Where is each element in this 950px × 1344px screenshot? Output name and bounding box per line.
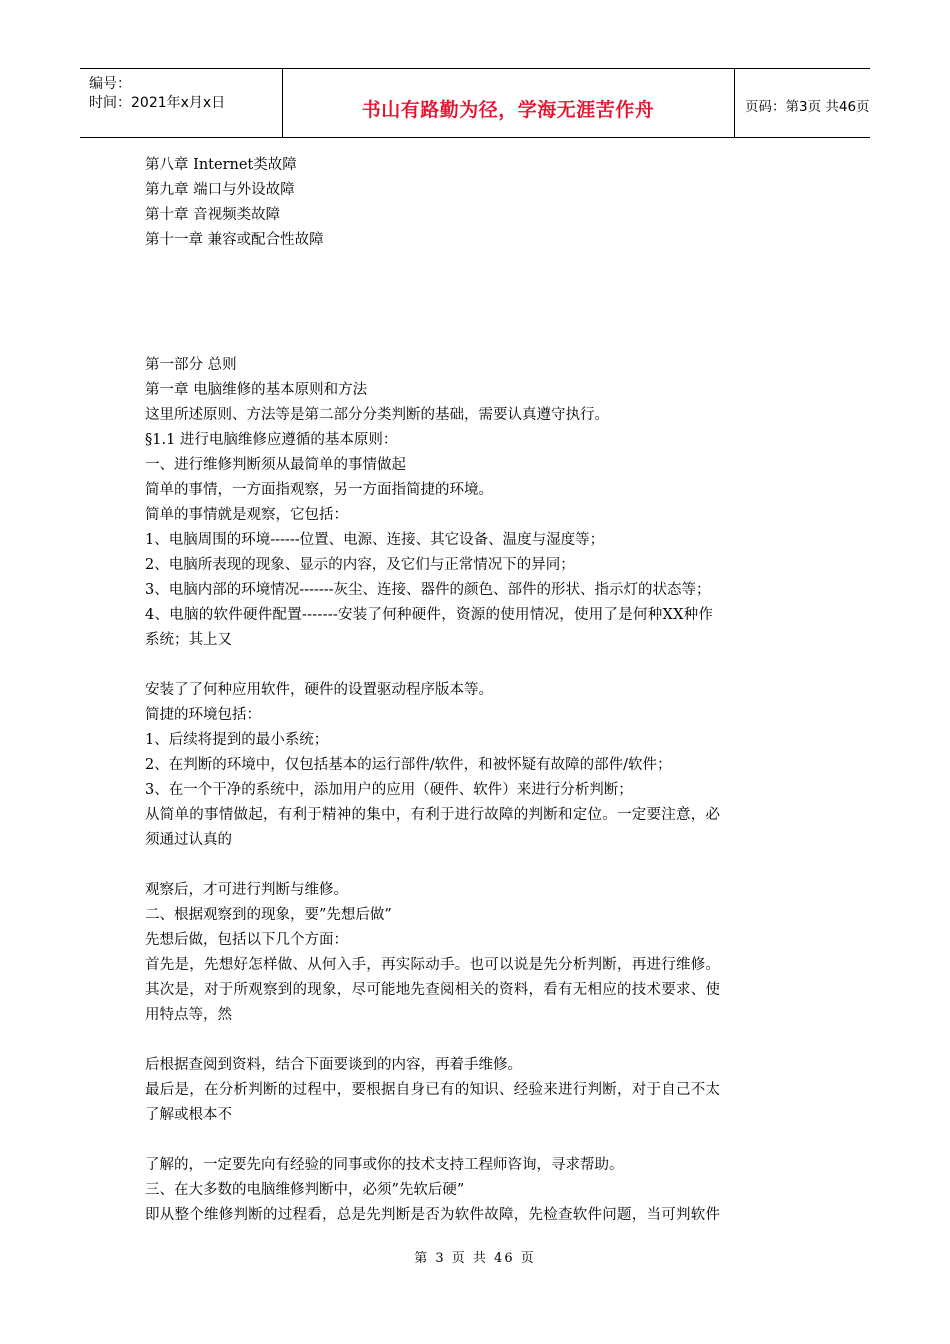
- body-line: 即从整个维修判断的过程看，总是先判断是否为软件故障，先检查软件问题，当可判软件: [145, 1207, 721, 1223]
- body-line: 观察后，才可进行判断与维修。: [145, 882, 348, 898]
- time-label: 时间：2021年x月x日: [89, 95, 226, 111]
- header-motto-cell: [282, 69, 735, 137]
- body-line: 二、根据观察到的现象，要”先想后做”: [145, 907, 392, 923]
- body-line: 了解或根本不: [145, 1107, 232, 1123]
- body-line: 简单的事情，一方面指观察，另一方面指简捷的环境。: [145, 482, 493, 498]
- body-line: 首先是，先想好怎样做、从何入手，再实际动手。也可以说是先分析判断，再进行维修。: [145, 957, 721, 973]
- motto-text: 书山有路勤为径，学海无涯苦作舟: [361, 99, 655, 121]
- body-line: 1、电脑周围的环境------位置、电源、连接、其它设备、温度与湿度等；: [145, 532, 605, 548]
- body-line: 4、电脑的软件硬件配置-------安装了何种硬件，资源的使用情况，使用了是何种XX种作: [145, 607, 714, 623]
- document-header: [80, 68, 870, 138]
- page-info: 页码：第3页 共46页: [745, 99, 870, 115]
- body-line: 其次是，对于所观察到的现象，尽可能地先查阅相关的资料，看有无相应的技术要求、使: [145, 982, 721, 998]
- body-line: 安装了了何种应用软件，硬件的设置驱动程序版本等。: [145, 682, 493, 698]
- body-line: 第八章 Internet类故障: [145, 157, 297, 173]
- body-line: 第九章 端口与外设故障: [145, 182, 295, 198]
- body-line: 2、电脑所表现的现象、显示的内容，及它们与正常情况下的异同；: [145, 557, 575, 573]
- body-line: 先想后做，包括以下几个方面：: [145, 932, 348, 948]
- body-line: 一、进行维修判断须从最简单的事情做起: [145, 457, 406, 473]
- body-line: 3、在一个干净的系统中，添加用户的应用（硬件、软件）来进行分析判断；: [145, 782, 633, 798]
- body-line: 后根据查阅到资料，结合下面要谈到的内容，再着手维修。: [145, 1057, 522, 1073]
- body-line: 从简单的事情做起，有利于精神的集中，有利于进行故障的判断和定位。一定要注意，必: [145, 807, 721, 823]
- body-line: 这里所述原则、方法等是第二部分分类判断的基础，需要认真遵守执行。: [145, 407, 609, 423]
- body-line: 须通过认真的: [145, 832, 232, 848]
- body-line: 用特点等，然: [145, 1007, 232, 1023]
- body-line: 2、在判断的环境中，仅包括基本的运行部件/软件，和被怀疑有故障的部件/软件；: [145, 757, 672, 773]
- body-line: 三、在大多数的电脑维修判断中，必须”先软后硬”: [145, 1182, 465, 1198]
- body-line: 第十章 音视频类故障: [145, 207, 281, 223]
- body-line: §1.1 进行电脑维修应遵循的基本原则：: [145, 432, 398, 448]
- header-page-cell: [735, 69, 870, 137]
- body-line: 第一部分 总则: [145, 357, 237, 373]
- body-line: 最后是，在分析判断的过程中，要根据自身已有的知识、经验来进行判断，对于自己不太: [145, 1082, 721, 1098]
- serial-number-label: 编号：: [89, 76, 131, 92]
- page-footer: 第 3 页 共 46 页: [414, 1251, 536, 1266]
- body-line: 简捷的环境包括：: [145, 707, 261, 723]
- body-line: 了解的，一定要先向有经验的同事或你的技术支持工程师咨询，寻求帮助。: [145, 1157, 624, 1173]
- body-line: 第十一章 兼容或配合性故障: [145, 232, 324, 248]
- body-line: 系统；其上又: [145, 632, 232, 648]
- body-line: 简单的事情就是观察，它包括：: [145, 507, 348, 523]
- header-meta-cell: [80, 69, 283, 137]
- body-line: 第一章 电脑维修的基本原则和方法: [145, 382, 368, 398]
- body-line: 3、电脑内部的环境情况-------灰尘、连接、器件的颜色、部件的形状、指示灯的状态等；: [145, 582, 711, 598]
- body-line: 1、后续将提到的最小系统；: [145, 732, 329, 748]
